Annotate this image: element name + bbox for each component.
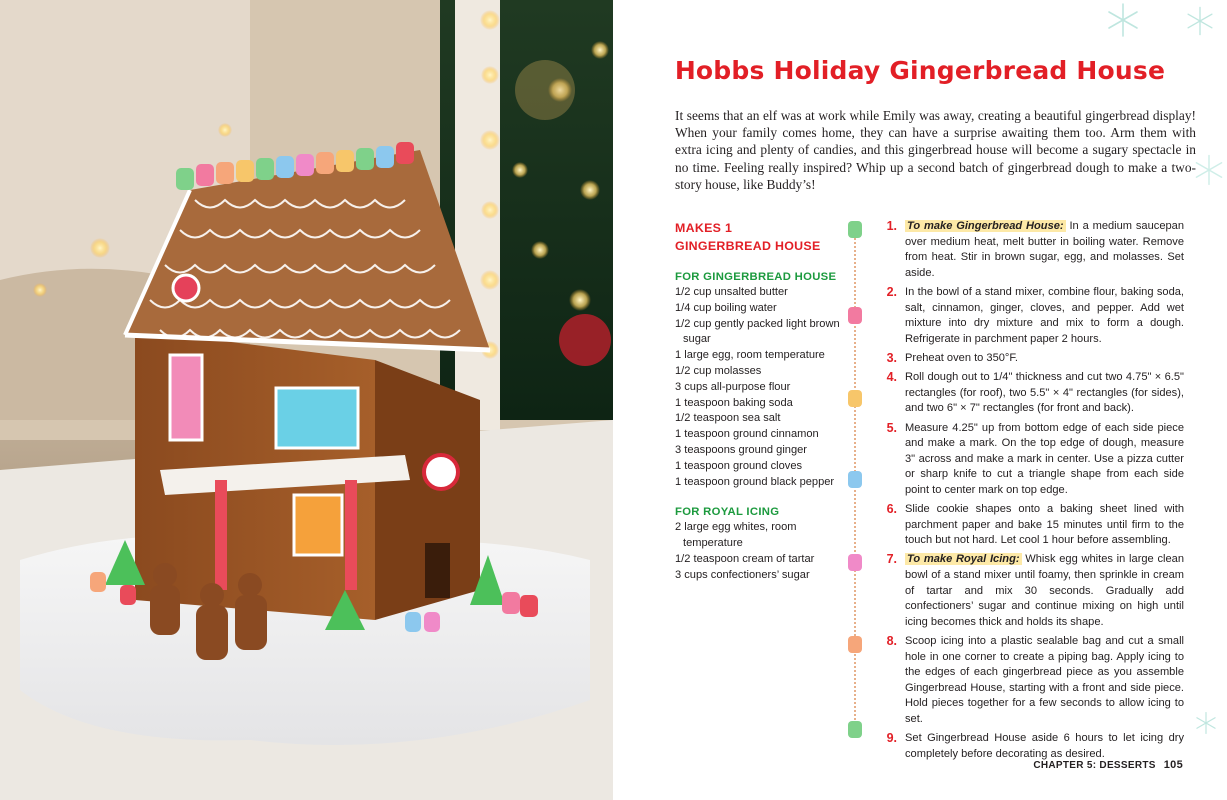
yield-line-1: MAKES 1 (675, 221, 733, 235)
step-text: Set Gingerbread House aside 6 hours to let icing dry completely before decorating as desired. (905, 732, 1184, 760)
ingredient-item: 1/2 cup unsalted butter (675, 286, 788, 298)
page-number: 105 (1163, 759, 1183, 771)
ingredient-item: 3 cups confectioners’ sugar (675, 568, 810, 581)
gingerbread-house-photo (0, 0, 613, 800)
instruction-step (879, 351, 1184, 367)
snowflake-icon (1183, 4, 1217, 38)
gingerbread-ingredient-list (675, 285, 845, 490)
instruction-step (879, 552, 1184, 630)
gumdrop-icon (848, 636, 862, 653)
ingredient-item: 2 large egg whites, room temperature (675, 521, 797, 550)
gingerbread-section-heading: FOR GINGERBREAD HOUSE (675, 271, 837, 283)
gumdrop-icon (848, 390, 862, 407)
step-text: Scoop icing into a plastic sealable bag and cut a small hole in one corner to create a piping bag. Apply icing to the edges of each gingerbread piece as you assemble Gingerbread House, starting with a front and side piece. Hold pieces together for a few seconds to allow icing to set. (905, 635, 1184, 725)
step-text: In the bowl of a stand mixer, combine flour, baking soda, salt, cinnamon, ginger, cloves, and pepper. Add wet mixture into dry mixture and mix to form a dough. Refrigerate in parchment paper 2 hours. (905, 285, 1184, 345)
step-text: Measure 4.25" up from bottom edge of each side piece and make a mark. On the top edge of dough, measure 3" across and make a mark in center. Use a pizza cutter or sharp knife to cut a triangle shape from each side point to center mark on top edge. (905, 421, 1184, 496)
instruction-step (879, 370, 1184, 417)
ingredient-item: 1/2 cup molasses (675, 364, 762, 377)
step-highlight: To make Royal Icing: (907, 553, 1020, 566)
icing-ingredient-list (675, 520, 845, 583)
step-number: 4. (886, 370, 897, 385)
ingredient-item: 1/2 teaspoon sea salt (675, 412, 781, 425)
recipe-intro: It seems that an elf was at work while Emily was away, creating a beautiful gingerbread display! When your family comes home, they can have a surprise awaiting them too. Arm them with extra icing and plenty of candies, and this gingerbread house will become a sugary spectacle in no time. Feeling really inspired? Whip up a second batch of gingerbread dough to make a two-story house, like Buddy’s! (675, 108, 1196, 192)
ingredient-item: 1 large egg, room temperature (675, 349, 825, 362)
step-text: Roll dough out to 1/4" thickness and cut two 4.75" × 6.5" rectangles (for roof), two 5.5" × 4" rectangles (for sides), and two 6" × 7" rectangles (for front and back). (905, 371, 1184, 415)
ingredient-item: 3 cups all-purpose flour (675, 380, 791, 393)
instruction-step (879, 502, 1184, 549)
gumdrop-icon (848, 471, 862, 488)
step-text: Slide cookie shapes onto a baking sheet lined with parchment paper and bake 15 minutes until firm to the touch but not hard. Let cool 1 hour before assembling. (905, 503, 1184, 547)
ingredient-item: 3 teaspoons ground ginger (675, 443, 807, 456)
ingredients-column (675, 219, 845, 584)
snowflake-icon (1103, 0, 1143, 40)
ingredient-item: 1/4 cup boiling water (675, 301, 777, 314)
step-text: Whisk egg whites in large clean bowl of a stand mixer until foamy, then sprinkle in cream of tartar and mix 30 seconds. Gradually add confectioners’ sugar and continue mixing on high until icing becomes thick and holds its shape. (905, 553, 1184, 628)
instruction-step (879, 285, 1184, 347)
step-text: Preheat oven to 350°F. (905, 351, 1018, 364)
page-footer (1033, 759, 1183, 771)
step-number: 7. (886, 552, 897, 567)
recipe-title: Hobbs Holiday Gingerbread House (674, 56, 1166, 85)
step-number: 5. (886, 420, 897, 435)
snowflake-icon (1193, 710, 1219, 736)
ingredient-item: 1/2 cup gently packed light brown sugar (675, 317, 840, 346)
step-number: 1. (886, 219, 897, 233)
gumdrop-icon (848, 554, 862, 571)
ingredient-item: 1 teaspoon ground cloves (675, 459, 803, 472)
instruction-step (879, 634, 1184, 728)
ingredient-item: 1 teaspoon ground cinnamon (675, 428, 819, 441)
step-number: 3. (886, 350, 897, 365)
step-number: 2. (886, 284, 897, 299)
step-number: 6. (886, 502, 897, 517)
instruction-step (879, 731, 1184, 762)
candy-divider (846, 221, 864, 741)
ingredient-item: 1/2 teaspoon cream of tartar (675, 552, 815, 565)
snowflake-icon (1191, 152, 1227, 188)
chapter-label: CHAPTER 5: DESSERTS (1033, 760, 1156, 771)
instruction-steps (879, 219, 1184, 766)
step-text: In a medium saucepan over medium heat, melt butter in boiling water. Remove from heat. Stir in brown sugar, egg, and molasses. Set aside. (905, 220, 1184, 279)
gumdrop-icon (848, 721, 862, 738)
instruction-step (879, 421, 1184, 499)
step-number: 8. (886, 634, 897, 648)
yield-line-2: GINGERBREAD HOUSE (675, 239, 821, 253)
ingredient-item: 1 teaspoon ground black pepper (675, 475, 835, 488)
gumdrop-icon (848, 307, 862, 324)
step-highlight: To make Gingerbread House: (907, 220, 1064, 232)
ingredient-item: 1 teaspoon baking soda (675, 396, 793, 409)
icing-section-heading: FOR ROYAL ICING (675, 506, 780, 519)
photo-illustration (0, 0, 613, 800)
step-number: 9. (886, 731, 897, 746)
instruction-step (879, 219, 1184, 281)
gumdrop-icon (848, 221, 862, 238)
recipe-page (613, 0, 1227, 800)
